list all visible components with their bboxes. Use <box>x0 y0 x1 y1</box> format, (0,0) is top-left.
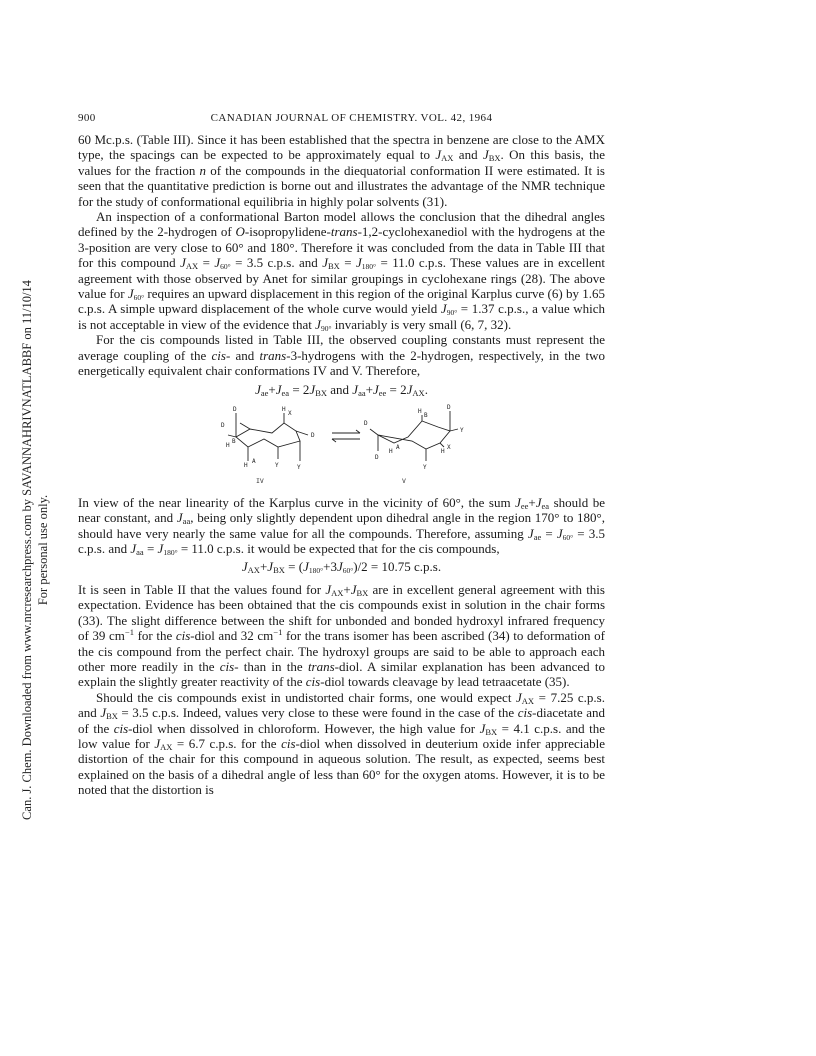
atom-d-iv-right: D <box>311 431 315 439</box>
atom-d-v-bottom: D <box>375 453 379 461</box>
conformation-figure <box>78 401 605 489</box>
atom-h-iv-left: H <box>226 441 230 449</box>
atom-y-iv-right: Y <box>297 463 301 471</box>
atom-h-v-right: H <box>441 447 445 455</box>
atom-a-iv: A <box>252 457 256 465</box>
equation-1: $J_{ae}+J_{ea} = 2J_{BX}$ and $J_{aa}+J_{ee} = 2J_{AX}$. <box>255 381 428 398</box>
paragraph-6: Should the cis compounds exist in undistorted chair forms, one would expect $J_{AX} = 7.25$ c.p.s. and $J_{BX} = 3.5$ c.p.s. Indeed, values very close to these were found in the case of the cis-diacetate and of the cis-diol when dissolved in chloroform. However, the high value for $J_{BX} = 4.1$ c.p.s. and the low value for $J_{AX} = 6.7$ c.p.s. for the cis-diol when dissolved in deuterium oxide infer appreciable distortion of the chair for this compound in aqueous solution. The result, as expected, seems best explained on the basis of a dihedral angle of less than 60° for the oxygen atoms. However, it is to be noted that the distortion is <box>78 689 605 798</box>
paragraph-5: It is seen in Table II that the values found for $J_{AX}+J_{BX}$ are in excellent general agreement with this expectation. Evidence has been obtained that the cis compounds exist in solution in the chair forms (33). The slight difference between the shift for unbonded and bonded hydroxyl infrared frequency of 39 $cm^{-1}$ for the cis-diol and 32 $cm^{-1}$ for the trans isomer has been ascribed (34) to deformation of the cis compound from the perfect chair. The hydroxyl groups are said to be able to approach each other more readily in the cis- than in the trans-diol. A similar explanation has been advanced to explain the slightly greater reactivity of the cis-diol towards cleavage by lead tetraacetate (35). <box>78 581 605 690</box>
atom-d-v-right: D <box>447 403 451 411</box>
paragraph-1: 60 Mc.p.s. (Table III). Since it has been established that the spectra in benzene are close to the AMX type, the spacings can be expected to be approximately equal to $J_{AX}$ and $J_{BX}$. On this basis, the values for the fraction n of the compounds in the diequatorial conformation II were estimated. It is seen that the quantitative prediction is borne out and illustrates the advantage of the NMR technique for the study of conformational equilibria in highly polar solvents (31). <box>78 132 605 209</box>
atom-b-iv: B <box>232 437 236 445</box>
atom-h-v-top: H <box>418 407 422 415</box>
atom-d-v-left: D <box>364 419 368 427</box>
journal-title: CANADIAN JOURNAL OF CHEMISTRY. VOL. 42, 1964 <box>210 112 493 124</box>
chair-conformations-diagram <box>78 401 605 489</box>
paragraph-4: In view of the near linearity of the Karplus curve in the vicinity of 60°, the sum $J_{ee}+J_{ea}$ should be near constant, and $J_{aa}$, being only slightly dependent upon dihedral angle in the region 170° to 180°, should have very nearly the same value for all the compounds. Therefore, assuming $J_{ae} = J_{60^\circ} = 3.5$ c.p.s. and $J_{aa} = J_{180^\circ} = 11.0$ c.p.s. it would be expected that for the cis compounds, <box>78 494 605 558</box>
atom-y-v-bottom: Y <box>423 463 427 471</box>
watermark-line-2: For personal use only. <box>36 494 50 606</box>
atom-y-v-right: Y <box>460 426 464 434</box>
atom-d-iv-left: D <box>221 421 225 429</box>
label-iv: IV <box>256 476 264 485</box>
atom-a-v: A <box>396 443 400 451</box>
atom-h-iv-top: H <box>282 405 286 413</box>
paragraph-2: An inspection of a conformational Barton model allows the conclusion that the dihedral angles defined by the 2-hydrogen of O-isopropylidene-trans-1,2-cyclohexanediol with the hydrogens at the 3-position are very close to 60° and 180°. Therefore it was concluded from the data in Table III that for this compound $J_{AX} = J_{60^\circ} = 3.5$ c.p.s. and $J_{BX} = J_{180^\circ} = 11.0$ c.p.s. These values are in excellent agreement with those observed by Anet for similar groupings in cyclohexane rings (28). The above value for $J_{60^\circ}$ requires an upward displacement in this region of the original Karplus curve (6) by 1.65 c.p.s. A simple upward displacement of the whole curve would yield $J_{90^\circ} = 1.37$ c.p.s., a value which is not acceptable in view of the evidence that $J_{90^\circ}$ invariably is very small (6, 7, 32). <box>78 209 606 333</box>
download-watermark <box>10 190 60 910</box>
page-number: 900 <box>78 112 96 124</box>
chair-v <box>370 411 458 461</box>
atom-y-iv-mid: Y <box>275 461 279 469</box>
atom-h-v: H <box>389 447 393 455</box>
atom-x-iv: X <box>288 409 292 417</box>
running-head <box>78 112 605 128</box>
atom-b-v: B <box>424 411 428 419</box>
equilibrium-arrows <box>332 430 360 442</box>
article-page <box>78 112 605 798</box>
chair-iv <box>228 413 308 461</box>
watermark-line-1: Can. J. Chem. Downloaded from www.nrcresearchpress.com by SAVANNAHRIVNATLABBF on 11/10/14 <box>20 280 34 820</box>
paragraph-3: For the cis compounds listed in Table III, the observed coupling constants must represent the average coupling of the cis- and trans-3-hydrogens with the 2-hydrogen, respectively, in the two energetically equivalent chair conformations IV and V. Therefore, <box>78 332 605 379</box>
atom-h-iv-bottom: H <box>244 461 248 469</box>
atom-x-v: X <box>447 443 451 451</box>
equation-2: $J_{AX}+J_{BX} = (J_{180^\circ}+3J_{60^\circ})/2 = 10.75$ c.p.s. <box>241 558 442 575</box>
label-v: V <box>402 476 406 485</box>
atom-d-iv-top: D <box>233 405 237 413</box>
